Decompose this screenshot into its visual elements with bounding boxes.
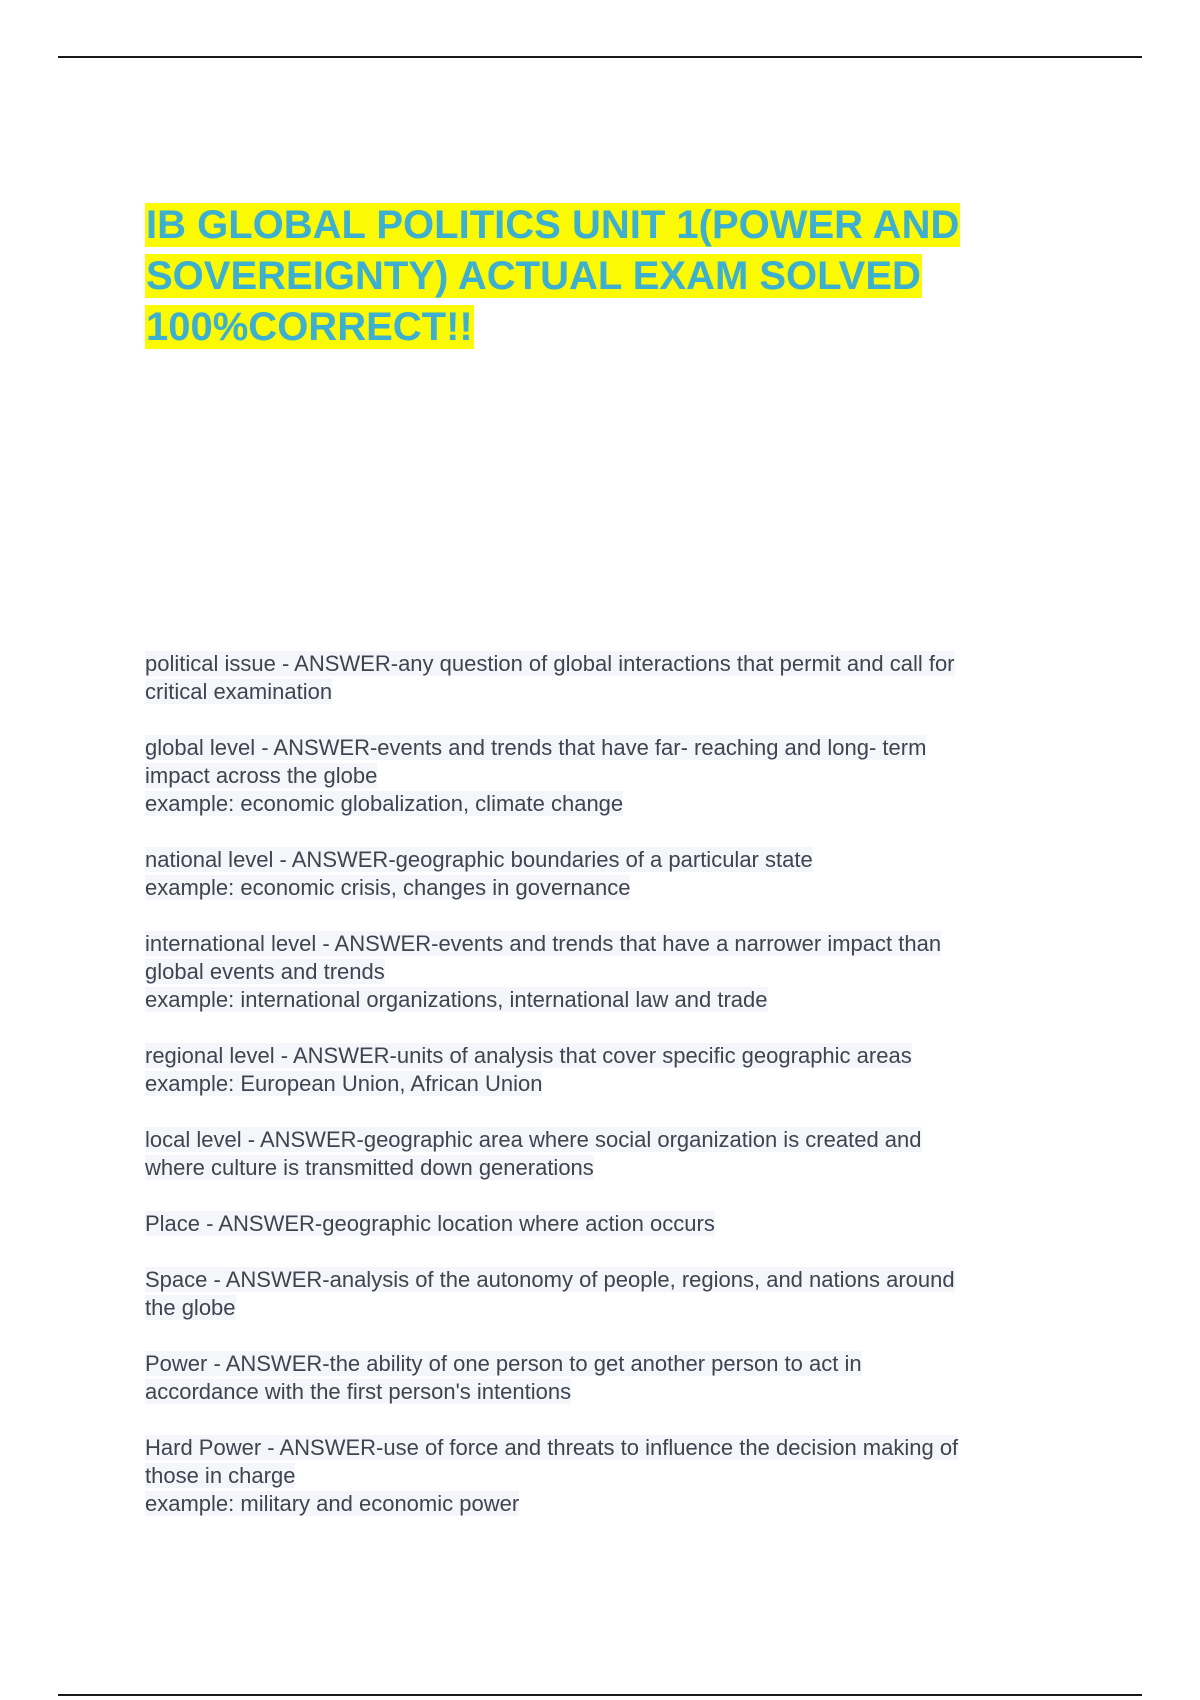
top-rule bbox=[58, 56, 1142, 58]
qa-line: example: military and economic power bbox=[145, 1491, 520, 1516]
qa-line: global level - ANSWER-events and trends that have far- reaching and long- term bbox=[145, 735, 927, 760]
qa-entry-regional-level bbox=[145, 1042, 1065, 1098]
qa-line: example: economic crisis, changes in governance bbox=[145, 875, 631, 900]
qa-entry-political-issue bbox=[145, 650, 1065, 706]
qa-line: Place - ANSWER-geographic location where action occurs bbox=[145, 1211, 715, 1236]
qa-line: Space - ANSWER-analysis of the autonomy of people, regions, and nations around bbox=[145, 1267, 955, 1292]
qa-line: example: international organizations, international law and trade bbox=[145, 987, 768, 1012]
qa-line: those in charge bbox=[145, 1463, 296, 1488]
qa-line: regional level - ANSWER-units of analysis that cover specific geographic areas bbox=[145, 1043, 912, 1068]
bottom-rule bbox=[58, 1694, 1142, 1696]
qa-line: impact across the globe bbox=[145, 763, 378, 788]
qa-line: accordance with the first person's intentions bbox=[145, 1379, 572, 1404]
qa-line: example: economic globalization, climate change bbox=[145, 791, 624, 816]
qa-line: Power - ANSWER-the ability of one person to get another person to act in bbox=[145, 1351, 862, 1376]
qa-line: critical examination bbox=[145, 679, 333, 704]
qa-entry-power bbox=[145, 1350, 1065, 1406]
document-title-text: IB GLOBAL POLITICS UNIT 1(POWER AND SOVEREIGNTY) ACTUAL EXAM SOLVED 100%CORRECT!! bbox=[146, 203, 960, 349]
qa-entry-international-level bbox=[145, 930, 1065, 1014]
qa-line: political issue - ANSWER-any question of global interactions that permit and call for bbox=[145, 651, 955, 676]
qa-line: national level - ANSWER-geographic boundaries of a particular state bbox=[145, 847, 813, 872]
qa-list bbox=[145, 650, 1065, 1546]
qa-entry-place bbox=[145, 1210, 1065, 1238]
qa-line: international level - ANSWER-events and trends that have a narrower impact than bbox=[145, 931, 942, 956]
qa-entry-national-level bbox=[145, 846, 1065, 902]
qa-line: local level - ANSWER-geographic area where social organization is created and bbox=[145, 1127, 922, 1152]
qa-line: global events and trends bbox=[145, 959, 385, 984]
qa-entry-global-level bbox=[145, 734, 1065, 818]
qa-line: example: European Union, African Union bbox=[145, 1071, 543, 1096]
qa-line: where culture is transmitted down generations bbox=[145, 1155, 594, 1180]
qa-line: the globe bbox=[145, 1295, 236, 1320]
qa-entry-local-level bbox=[145, 1126, 1065, 1182]
document-title bbox=[145, 200, 1065, 353]
qa-entry-hard-power bbox=[145, 1434, 1065, 1518]
qa-entry-space bbox=[145, 1266, 1065, 1322]
qa-line: Hard Power - ANSWER-use of force and threats to influence the decision making of bbox=[145, 1435, 959, 1460]
